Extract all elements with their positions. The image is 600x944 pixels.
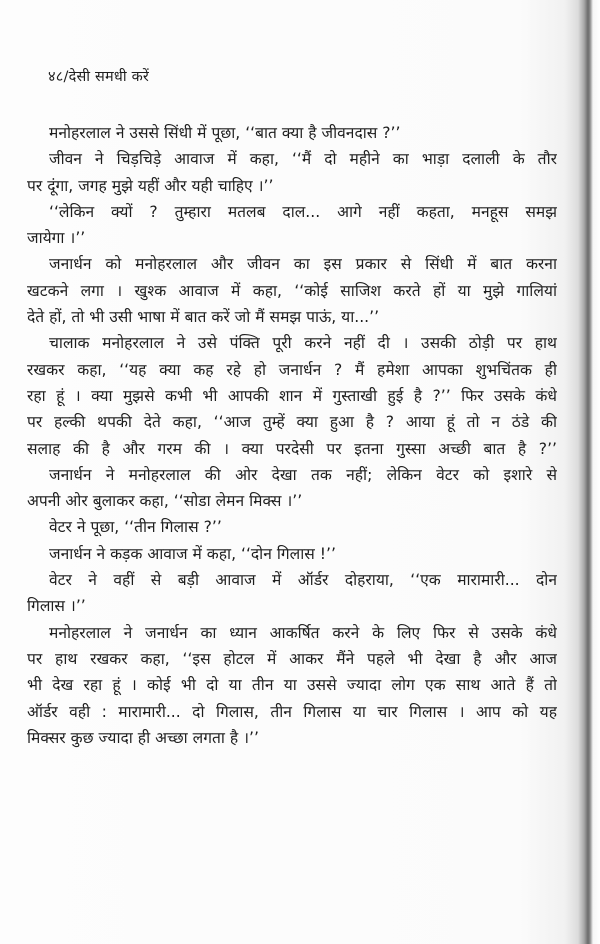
text-line: सलाह की है और गरम की । क्या परदेसी पर इतना गुस्सा अच्छी बात है ?’’	[27, 439, 557, 458]
text-line: देते हों, तो भी उसी भाषा में बात करें जो मैं समझ पाऊं, या...’’	[27, 308, 380, 327]
text-line: मिक्सर कुछ ज्यादा ही अच्छा लगता है ।’’	[27, 728, 259, 747]
text-line: मनोहरलाल ने जनार्धन का ध्यान आकर्षित करने के लिए फिर से उसके कंधे	[49, 623, 557, 642]
text-line: जीवन ने चिड़चिड़े आवाज में कहा, ‘‘मैं दो महीने का भाड़ा दलाली के तौर	[49, 150, 557, 169]
text-line: पर दूंगा, जगह मुझे यहीं और यही चाहिए ।’’	[27, 176, 274, 195]
text-line: अपनी ओर बुलाकर कहा, ‘‘सोडा लेमन मिक्स ।’’	[27, 492, 303, 511]
text-line: रहा हूं । क्या मुझसे कभी भी आपकी शान में गुस्ताखी हुई है ?’’ फिर उसके कंधे	[27, 386, 557, 405]
text-line: पर हाथ रखकर कहा, ‘‘इस होटल में आकर मैंने पहले भी देखा है और आज	[27, 649, 557, 668]
text-line: वेटर ने वहीं से बड़ी आवाज में ऑर्डर दोहराया, ‘‘एक मारामारी... दोन	[49, 571, 557, 590]
text-line: मनोहरलाल ने उससे सिंधी में पूछा, ‘‘बात क्या है जीवनदास ?’’	[49, 124, 401, 142]
text-line: ‘‘लेकिन क्यों ? तुम्हारा मतलब दाल... आगे नहीं कहता, मनहूस समझ	[49, 202, 557, 221]
text-line: खटकने लगा । खुश्क आवाज में कहा, ‘‘कोई साजिश करते हों या मुझे गालियां	[27, 281, 557, 300]
body-text	[27, 120, 557, 751]
text-line: वेटर ने पूछा, ‘‘तीन गिलास ?’’	[49, 518, 222, 537]
text-line: ऑर्डर वही : मारामारी... दो गिलास, तीन गिलास या चार गिलास । आप को यह	[27, 702, 557, 721]
text-line: पर हल्की थपकी देते कहा, ‘‘आज तुम्हें क्या हुआ है ? आया हूं तो न ठंडे की	[27, 413, 557, 432]
text-line: जायेगा ।’’	[27, 229, 86, 248]
text-line: गिलास ।’’	[27, 597, 86, 616]
text-line: रखकर कहा, ‘‘यह क्या कह रहे हो जनार्धन ? मैं हमेशा आपका शुभचिंतक ही	[27, 360, 557, 379]
text-line: जनार्धन ने मनोहरलाल की ओर देखा तक नहीं; लेकिन वेटर को इशारे से	[49, 465, 557, 484]
text-line: भी देख रहा हूं । कोई भी दो या तीन या उससे ज्यादा लोग एक साथ आते हैं तो	[27, 676, 557, 695]
text-line: चालाक मनोहरलाल ने उसे पंक्ति पूरी करने नहीं दी । उसकी ठोड़ी पर हाथ	[49, 334, 557, 353]
text-line: जनार्धन ने कड़क आवाज में कहा, ‘‘दोन गिलास !’’	[49, 544, 336, 563]
running-header: ४८/देसी समधी करें	[48, 69, 150, 85]
text-line: जनार्धन को मनोहरलाल और जीवन का इस प्रकार से सिंधी में बात करना	[49, 255, 557, 274]
